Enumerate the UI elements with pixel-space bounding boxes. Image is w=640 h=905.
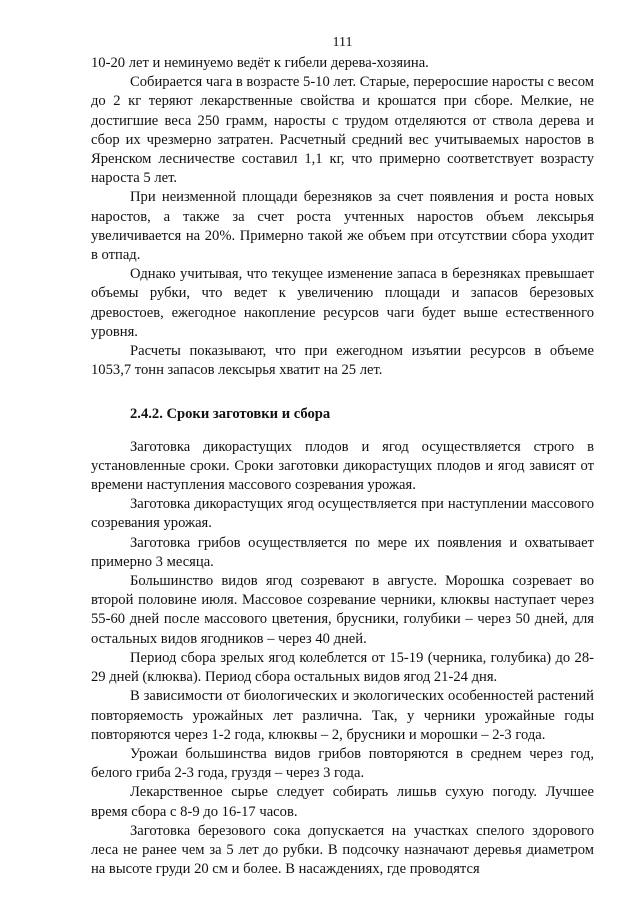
section-spacer [91, 380, 594, 405]
paragraph-medicinal-raw-material: Лекарственное сырье следует собирать лишьв сухую погоду. Лучшее время сбора с 8-9 до 16-17 часов. [91, 784, 594, 820]
paragraph-harvest-period: Период сбора зрелых ягод колеблется от 15-19 (черника, голубика) до 28-29 дней (клюква). Период сбора остальных видов ягод 21-24 дня. [91, 649, 594, 686]
page-number: 111 [332, 35, 353, 50]
paragraph-berry-harvest: Заготовка дикорастущих ягод осуществляется при наступлении массового созревания урожая. [91, 496, 594, 532]
paragraph-continuation: 10-20 лет и неминуемо ведёт к гибели дерева-хозяина. [91, 55, 429, 71]
paragraph-calculation-result: Расчеты показывают, что при ежегодном изъятии ресурсов в объеме 1053,7 тонн запасов лексырья хватит на 25 лет. [91, 343, 594, 379]
paragraph-mushroom-harvest: Заготовка грибов осуществляется по мере их появления и охватывает примерно 3 месяца. [91, 534, 594, 570]
paragraph-harvest-timing: Заготовка дикорастущих плодов и ягод осуществляется строго в установленные сроки. Сроки заготовки дикорастущих плодов и ягод зависят от времени наступления массового созревания урожая. [91, 438, 594, 494]
section-spacer [91, 425, 594, 438]
document-page [91, 34, 594, 879]
section-heading: 2.4.2. Сроки заготовки и сбора [130, 406, 331, 423]
paragraph-mushroom-yield: Урожаи большинства видов грибов повторяются в среднем через год, белого гриба 2-3 года, груздя – через 3 года. [91, 745, 594, 782]
paragraph-volume-increase: При неизменной площади березняков за счет появления и роста новых наростов, а также за счет роста учтенных наростов объем лексырья увеличивается на 20%. Примерно такой же объем при отсутствии сбора уходит в отпад. [91, 189, 594, 264]
paragraph-chaga-collection-age: Собирается чага в возрасте 5-10 лет. Старые, переросшие наросты с весом до 2 кг теряют лекарственные свойства и крошатся при сборе. Мелкие, не достигшие веса 250 грамм, наросты с трудом отделяются от ствола дерева и сбор их чрезмерно затратен. Расчетный средний вес учитываемых наростов в Яренском лесничестве составил 1,1 кг, что примерно соответствует возрасту нароста 5 лет. [91, 74, 594, 187]
paragraph-annual-accumulation: Однако учитывая, что текущее изменение запаса в березняках превышает объемы рубки, что ведет к увеличению площади и запасов березовых древостоев, ежегодное накопление ресурсов чаги будет выше естественного уровня. [91, 266, 594, 340]
paragraph-yield-recurrence: В зависимости от биологических и экологических особенностей растений повторяемость урожайных лет различна. Так, у черники урожайные годы повторяются через 1-2 года, клюквы – 2, брусники и морошки – 2-3 года. [91, 688, 594, 743]
paragraph-birch-sap: Заготовка березового сока допускается на участках спелого здорового леса не ранее чем за 5 лет до рубки. В подсочку назначают деревья диаметром на высоте груди 20 см и более. В насаждениях, где проводятся [91, 822, 594, 878]
paragraph-berry-ripening: Большинство видов ягод созревают в августе. Морошка созревает во второй половине июля. Массовое созревание черники, клюквы наступает через 55-60 дней после массового цветения, брусники, голубики – через 50 дней, для остальных видов ягодников – через 40 дней. [91, 573, 594, 647]
